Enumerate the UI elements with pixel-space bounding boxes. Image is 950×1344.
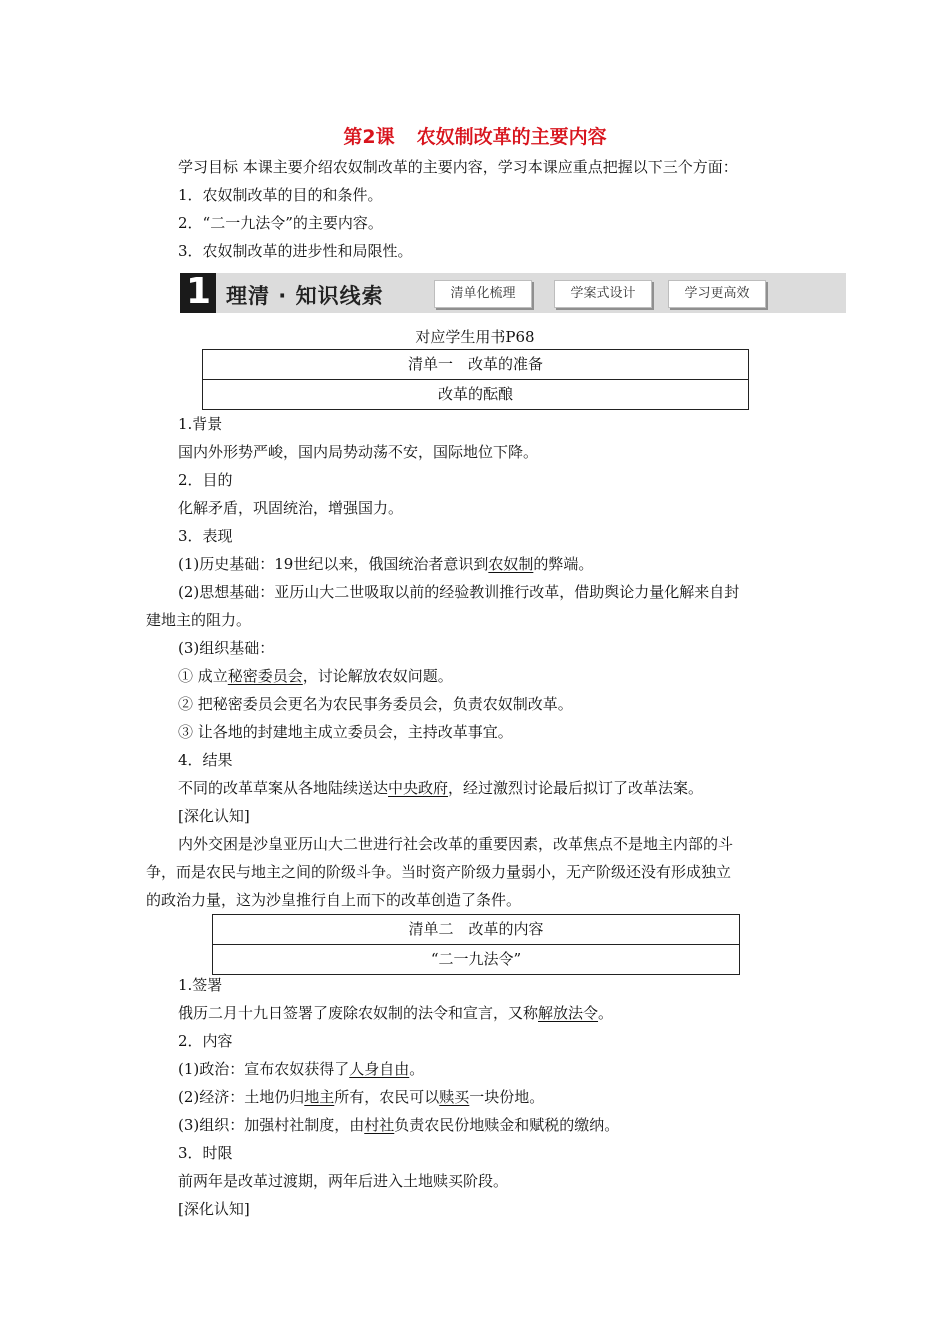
- reference-note: 对应学生用书P68: [415, 328, 535, 346]
- heading-background: 1.背景: [178, 415, 223, 433]
- section-heading: 理清 · 知识线索: [226, 284, 384, 308]
- key-term: 村社: [364, 1116, 395, 1134]
- para-ideological-basis: (2)思想基础：亚历山大二世吸取以前的经验教训推行改革，借助舆论力量化解来自封: [178, 583, 740, 601]
- lesson-topic: 农奴制改革的主要内容: [416, 126, 607, 148]
- tab-case-design[interactable]: 学案式设计: [554, 280, 652, 308]
- deepen-heading-1: [深化认知]: [178, 807, 250, 825]
- para-historical-basis: (1)历史基础：19世纪以来，俄国统治者意识到农奴制的弊端。: [178, 555, 594, 573]
- tab-efficient-learning[interactable]: 学习更高效: [668, 280, 766, 308]
- heading-time-limit: 3．时限: [178, 1144, 233, 1162]
- goal-item-3: 3．农奴制改革的进步性和局限性。: [178, 242, 413, 260]
- deepen-text-line-3: 的政治力量，这为沙皇推行自上而下的改革创造了条件。: [146, 891, 522, 909]
- heading-content: 2．内容: [178, 1032, 233, 1050]
- org-item-1: ① 成立秘密委员会，讨论解放农奴问题。: [178, 667, 453, 685]
- text-signing: 俄历二月十九日签署了废除农奴制的法令和宣言，又称解放法令。: [178, 1004, 614, 1022]
- tab-checklist[interactable]: 清单化梳理: [434, 280, 532, 308]
- lesson-title: [0, 122, 950, 149]
- checklist-box-2: [212, 914, 740, 975]
- heading-aim: 2．目的: [178, 471, 233, 489]
- key-term: 人身自由: [349, 1060, 410, 1078]
- learning-goal: 学习目标 本课主要介绍农奴制改革的主要内容，学习本课应重点把握以下三个方面：: [178, 158, 738, 176]
- content-economic: (2)经济：土地仍归地主所有，农民可以赎买一块份地。: [178, 1088, 545, 1106]
- key-term: 赎买: [439, 1088, 470, 1106]
- key-term: 地主: [304, 1088, 335, 1106]
- key-term: 中央政府: [388, 779, 449, 797]
- key-term: 农奴制: [488, 555, 534, 573]
- text-result: 不同的改革草案从各地陆续送达中央政府，经过激烈讨论最后拟订了改革法案。: [178, 779, 704, 797]
- heading-result: 4．结果: [178, 751, 233, 769]
- text-time-limit: 前两年是改革过渡期，两年后进入土地赎买阶段。: [178, 1172, 509, 1190]
- checklist-header: 清单二 改革的内容: [408, 920, 544, 938]
- para-ideological-basis-cont: 建地主的阻力。: [146, 611, 252, 629]
- heading-manifest: 3．表现: [178, 527, 233, 545]
- deepen-heading-2: [深化认知]: [178, 1200, 250, 1218]
- org-item-3: ③ 让各地的封建地主成立委员会，主持改革事宜。: [178, 723, 513, 741]
- checklist-box-1: [202, 349, 749, 410]
- checklist-header: 清单一 改革的准备: [407, 355, 543, 373]
- heading-signing: 1.签署: [178, 976, 223, 994]
- text-aim: 化解矛盾，巩固统治，增强国力。: [178, 499, 404, 517]
- checklist-subheader: 改革的酝酿: [203, 379, 748, 409]
- text-background: 国内外形势严峻，国内局势动荡不安，国际地位下降。: [178, 443, 539, 461]
- key-term: 解放法令: [538, 1004, 599, 1022]
- section-number-badge: 1: [180, 273, 216, 313]
- goal-item-2: 2．“二一九法令”的主要内容。: [178, 214, 383, 232]
- lesson-number: 第2课: [343, 126, 395, 148]
- goal-item-1: 1．农奴制改革的目的和条件。: [178, 186, 383, 204]
- para-organizational-basis: (3)组织基础：: [178, 639, 275, 657]
- deepen-text-line-2: 争，而是农民与地主之间的阶级斗争。当时资产阶级力量弱小，无产阶级还没有形成独立: [146, 863, 732, 881]
- content-organizational: (3)组织：加强村社制度，由村社负责农民份地赎金和赋税的缴纳。: [178, 1116, 620, 1134]
- checklist-subheader: “二一九法令”: [213, 944, 739, 974]
- deepen-text-line-1: 内外交困是沙皇亚历山大二世进行社会改革的重要因素，改革焦点不是地主内部的斗: [178, 835, 734, 853]
- key-term: 秘密委员会: [227, 667, 303, 685]
- org-item-2: ② 把秘密委员会更名为农民事务委员会，负责农奴制改革。: [178, 695, 573, 713]
- section-banner: [180, 273, 846, 313]
- content-political: (1)政治：宣布农奴获得了人身自由。: [178, 1060, 425, 1078]
